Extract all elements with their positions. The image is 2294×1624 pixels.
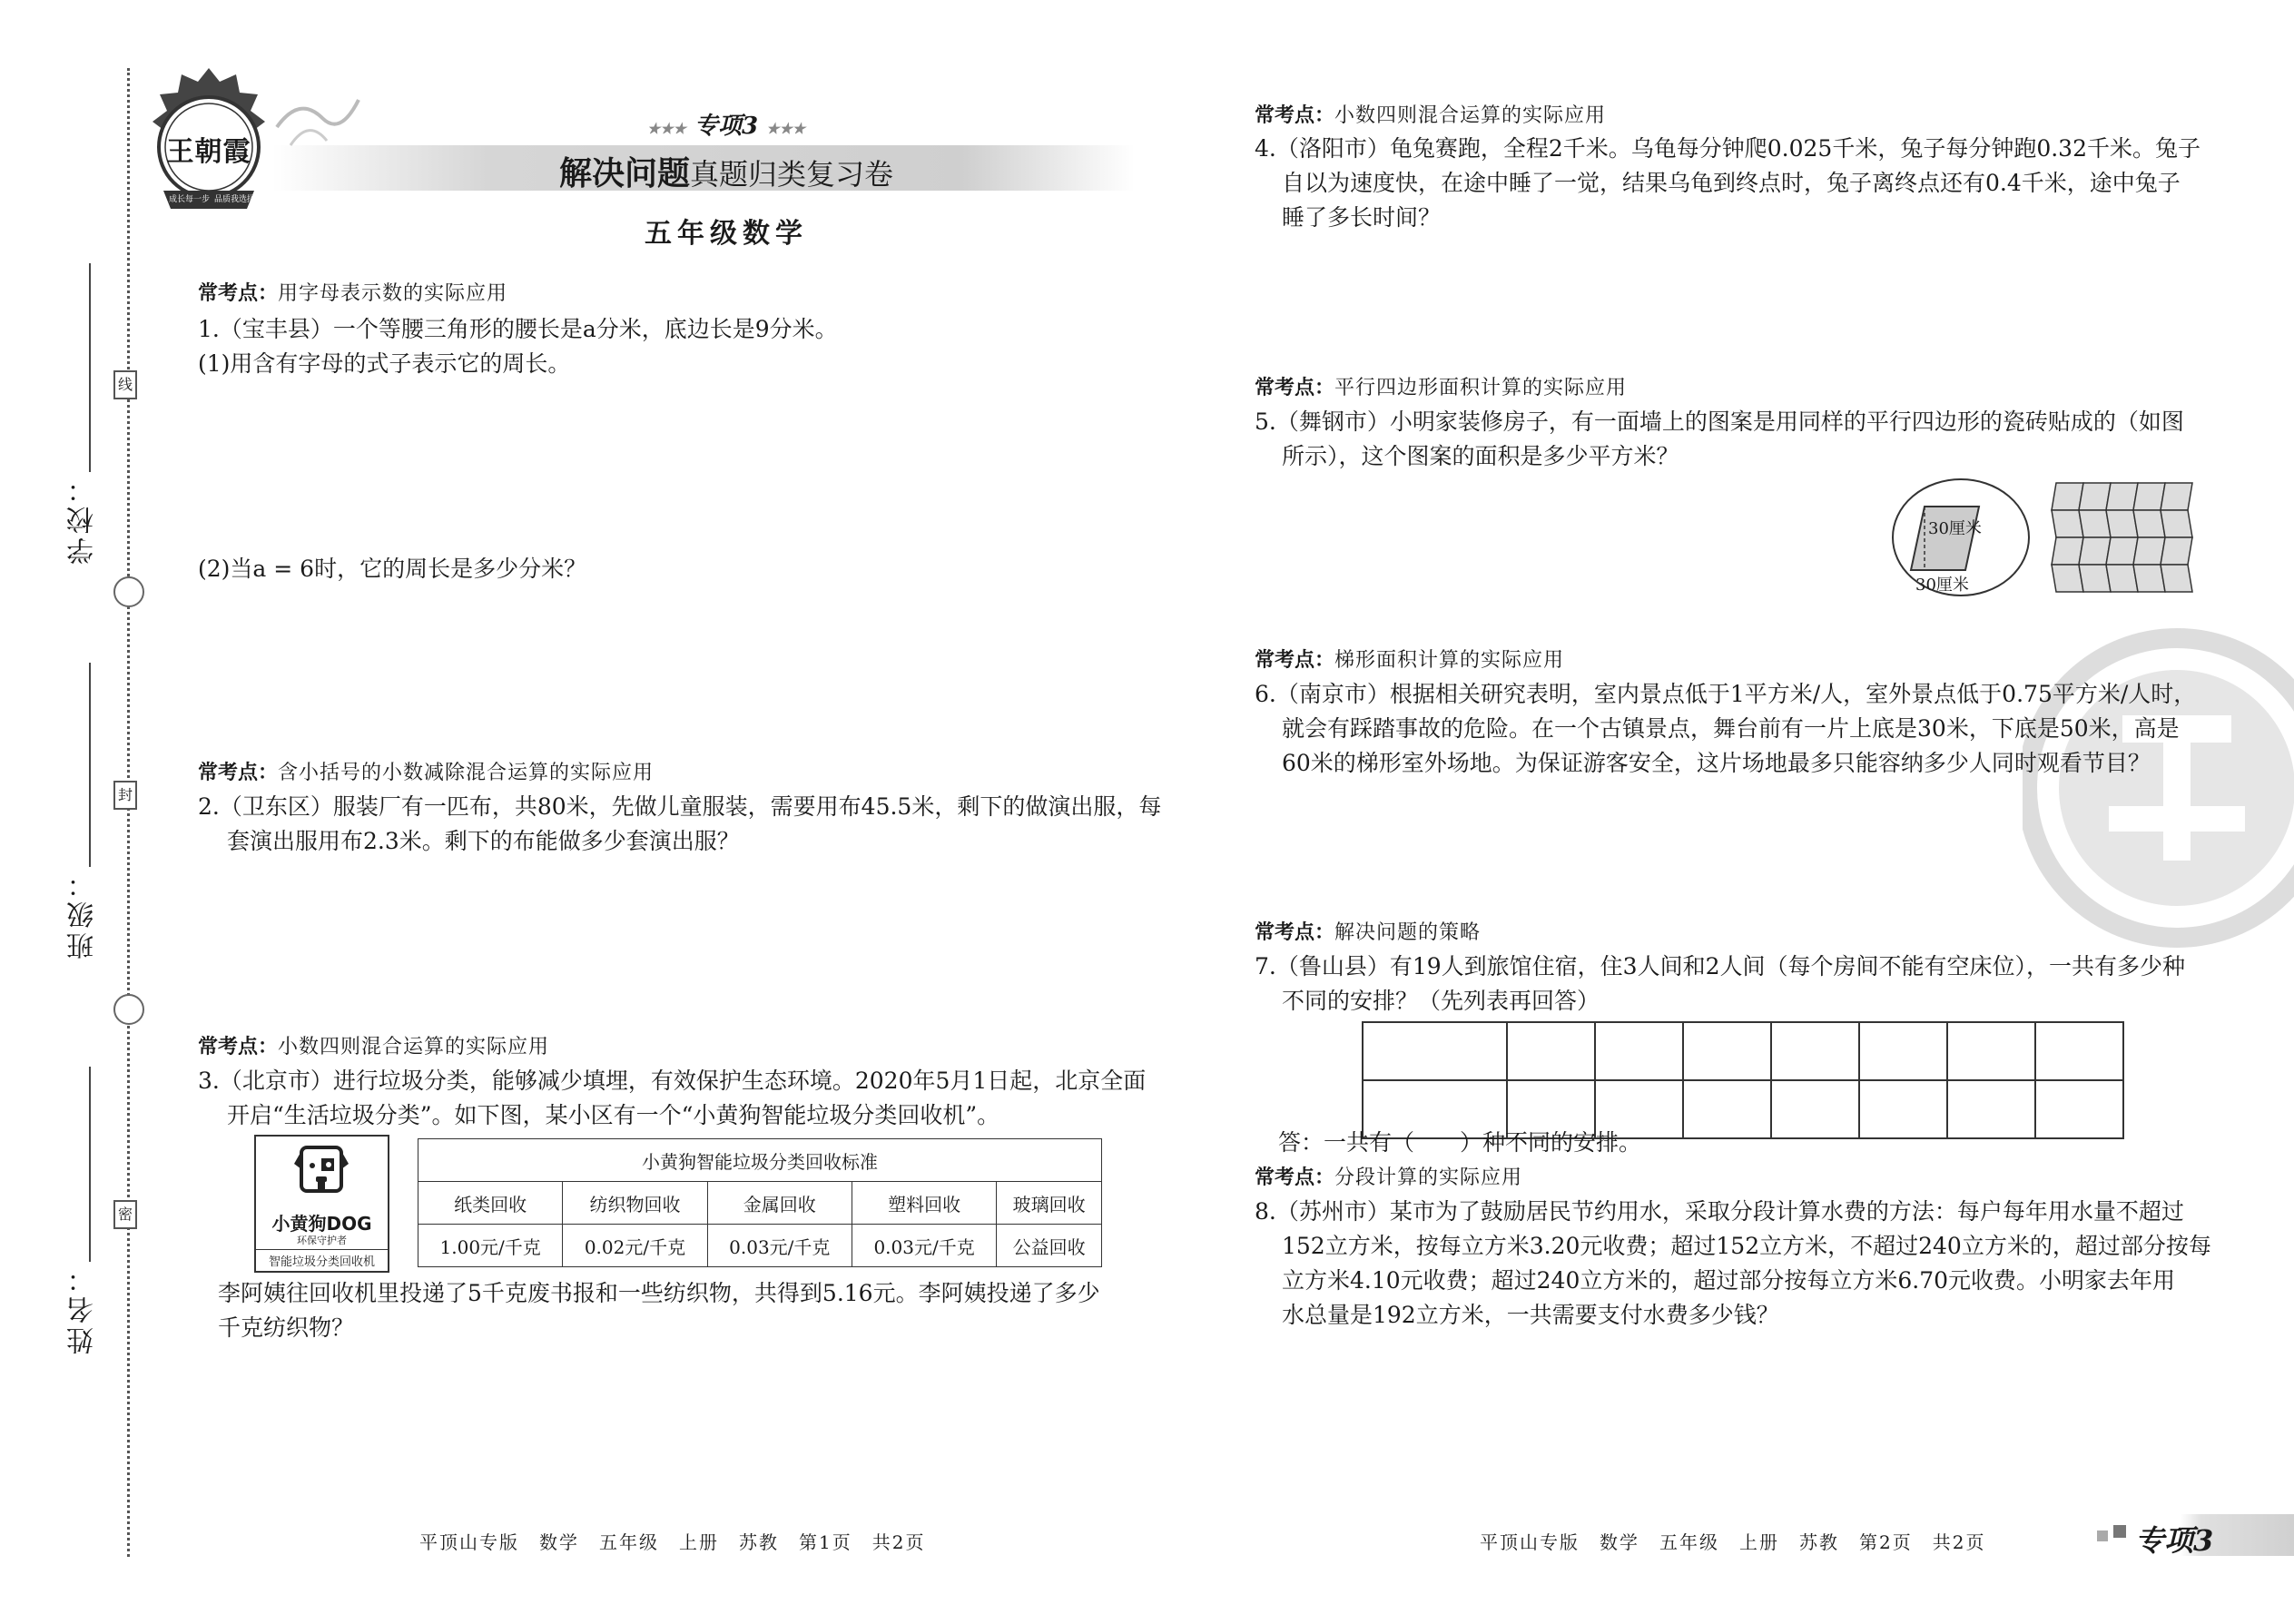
ornament-icon bbox=[113, 576, 144, 607]
table-title: 小黄狗智能垃圾分类回收标准 bbox=[418, 1139, 1102, 1182]
table-header-cell: 玻璃回收 bbox=[997, 1182, 1102, 1225]
secret-watermark-icon bbox=[2023, 625, 2294, 951]
corner-squares-icon bbox=[2113, 1525, 2126, 1538]
table-row bbox=[418, 1182, 1102, 1225]
table-header-cell: 纸类回收 bbox=[418, 1182, 563, 1225]
kp-label: 常考点：解决问题的策略 bbox=[1255, 920, 1482, 944]
kp-text: 平行四边形面积计算的实际应用 bbox=[1334, 377, 1628, 399]
recycler-logo-caption: 智能垃圾分类回收机 bbox=[256, 1249, 388, 1269]
brand-text: 王朝霞 bbox=[166, 136, 251, 168]
blank-cell[interactable] bbox=[2035, 1080, 2123, 1138]
series-text: 专项3 bbox=[694, 113, 759, 140]
header-ribbon-icon bbox=[272, 91, 363, 158]
blank-cell[interactable] bbox=[1595, 1022, 1683, 1080]
question-5-line-1: 5.（舞钢市）小明家装修房子，有一面墙上的图案是用同样的平行四边形的瓷砖贴成的（如图 bbox=[1255, 408, 2184, 435]
question-7-line-1: 7.（鲁山县）有19人到旅馆住宿，住3人间和2人间（每个房间不能有空床位），一共有多少种 bbox=[1255, 953, 2185, 979]
question-1-stem: 1.（宝丰县）一个等腰三角形的腰长是a分米，底边长是9分米。 bbox=[198, 316, 838, 342]
corner-tag-text: 专项3 bbox=[2135, 1523, 2214, 1558]
corner-tag bbox=[2088, 1514, 2294, 1556]
star-icon: ★★★ bbox=[766, 120, 806, 137]
series-label bbox=[599, 107, 853, 141]
question-4-line-2: 自以为速度快，在途中睡了一觉，结果乌龟到终点时，兔子离终点还有0.4千米，途中兔子 bbox=[1282, 170, 2181, 196]
question-5-line-2: 所示），这个图案的面积是多少平方米？ bbox=[1282, 443, 1679, 469]
school-label: 学校： bbox=[67, 472, 99, 565]
table-cell: 0.03元/千克 bbox=[852, 1225, 996, 1267]
blank-cell[interactable] bbox=[1947, 1080, 2035, 1138]
recycler-logo bbox=[254, 1135, 389, 1273]
question-6-line-1: 6.（南京市）根据相关研究表明，室内景点低于1平方米/人，室外景点低于0.75平方米/人时， bbox=[1255, 681, 2197, 707]
title-rest: 真题归类复习卷 bbox=[690, 157, 894, 192]
tile-pattern-figure bbox=[1888, 472, 2197, 599]
page-title bbox=[508, 148, 944, 194]
brand-slogan-right: 品质我选择 bbox=[214, 195, 256, 204]
binding-dotted-line bbox=[127, 68, 130, 1557]
blank-cell[interactable] bbox=[2035, 1022, 2123, 1080]
question-4-line-1: 4.（洛阳市）龟兔赛跑，全程2千米。乌龟每分钟爬0.025千米，兔子每分钟跑0.32千米。兔子 bbox=[1255, 135, 2200, 162]
brand-logo bbox=[145, 64, 272, 222]
blank-cell[interactable] bbox=[1947, 1022, 2035, 1080]
blank-cell[interactable] bbox=[1683, 1080, 1771, 1138]
kp-text: 解决问题的策略 bbox=[1334, 921, 1482, 944]
class-field-line bbox=[89, 663, 91, 867]
title-bold: 解决问题 bbox=[558, 155, 690, 192]
kp-label: 常考点：梯形面积计算的实际应用 bbox=[1255, 648, 1565, 672]
kp-text: 梯形面积计算的实际应用 bbox=[1334, 649, 1565, 672]
recycler-logo-sub: 环保守护者 bbox=[297, 1235, 347, 1246]
kp-text: 小数四则混合运算的实际应用 bbox=[278, 1036, 550, 1058]
blank-cell[interactable] bbox=[1363, 1022, 1507, 1080]
kp-label: 常考点：小数四则混合运算的实际应用 bbox=[198, 1035, 550, 1058]
table-header-cell: 金属回收 bbox=[707, 1182, 852, 1225]
table-header-cell: 塑料回收 bbox=[852, 1182, 996, 1225]
question-2-line-1: 2.（卫东区）服装厂有一匹布，共80米，先做儿童服装，需要用布45.5米，剩下的做演出服，每 bbox=[198, 793, 1162, 820]
question-8-line-2: 152立方米，按每立方米3.20元收费；超过152立方米，不超过240立方米的，超过部分按每 bbox=[1282, 1233, 2211, 1259]
question-3-line-2: 开启“生活垃圾分类”。如下图，某小区有一个“小黄狗智能垃圾分类回收机”。 bbox=[227, 1102, 1000, 1128]
page-subtitle: 五年级数学 bbox=[645, 218, 808, 250]
table-cell: 1.00元/千克 bbox=[418, 1225, 563, 1267]
question-6-line-2: 就会有踩踏事故的危险。在一个古镇景点，舞台前有一片上底是30米，下底是50米，高是 bbox=[1282, 715, 2180, 742]
kp-label: 常考点：分段计算的实际应用 bbox=[1255, 1166, 1523, 1189]
name-label: 姓名： bbox=[67, 1262, 99, 1354]
question-2-line-2: 套演出服用布2.3米。剩下的布能做多少套演出服？ bbox=[227, 828, 740, 854]
blank-cell[interactable] bbox=[1859, 1080, 1947, 1138]
footer-right: 平顶山专版 数学 五年级 上册 苏教 第2页 共2页 bbox=[1480, 1531, 1986, 1553]
recycling-standard-table bbox=[418, 1138, 1102, 1267]
seal-mark-secret: 密 bbox=[113, 1200, 137, 1229]
table-cell: 公益回收 bbox=[997, 1225, 1102, 1267]
figure-label-base: 30厘米 bbox=[1915, 576, 1969, 595]
question-8-line-4: 水总量是192立方米，一共需要支付水费多少钱？ bbox=[1282, 1302, 1779, 1328]
blank-cell[interactable] bbox=[1771, 1022, 1859, 1080]
table-cell: 0.03元/千克 bbox=[707, 1225, 852, 1267]
table-cell: 0.02元/千克 bbox=[563, 1225, 707, 1267]
figure-label-height: 30厘米 bbox=[1928, 519, 1982, 538]
question-3-after-1: 李阿姨往回收机里投递了5千克废书报和一些纺织物，共得到5.16元。李阿姨投递了多少 bbox=[218, 1280, 1100, 1306]
table-row bbox=[1363, 1022, 2123, 1080]
kp-text: 用字母表示数的实际应用 bbox=[278, 282, 508, 305]
kp-label: 常考点：小数四则混合运算的实际应用 bbox=[1255, 103, 1607, 127]
table-row bbox=[418, 1225, 1102, 1267]
question-7-answer: 答：一共有（ ）种不同的安排。 bbox=[1278, 1129, 1642, 1156]
question-7-line-2: 不同的安排？（先列表再回答） bbox=[1282, 988, 1600, 1014]
blank-cell[interactable] bbox=[1771, 1080, 1859, 1138]
brand-slogan-left: 成长每一步 bbox=[169, 195, 211, 204]
question-1-part-1: (1)用含有字母的式子表示它的周长。 bbox=[198, 350, 571, 377]
footer-left: 平顶山专版 数学 五年级 上册 苏教 第1页 共2页 bbox=[419, 1531, 926, 1553]
blank-cell[interactable] bbox=[1859, 1022, 1947, 1080]
school-field-line bbox=[89, 263, 91, 472]
ornament-icon bbox=[113, 994, 144, 1025]
kp-label: 常考点：用字母表示数的实际应用 bbox=[198, 281, 508, 305]
recycler-logo-name: 小黄狗DOG bbox=[271, 1213, 372, 1235]
corner-squares-icon bbox=[2097, 1530, 2108, 1541]
kp-label: 常考点：含小括号的小数减除混合运算的实际应用 bbox=[198, 761, 655, 784]
question-6-line-3: 60米的梯形室外场地。为保证游客安全，这片场地最多只能容纳多少人同时观看节目？ bbox=[1282, 750, 2151, 776]
question-3-after-2: 千克纺织物？ bbox=[218, 1314, 355, 1341]
class-label: 班级： bbox=[67, 867, 99, 960]
question-4-line-3: 睡了多长时间？ bbox=[1282, 204, 1442, 231]
kp-text: 含小括号的小数减除混合运算的实际应用 bbox=[278, 762, 655, 784]
seal-mark-seal: 封 bbox=[113, 781, 137, 810]
kp-text: 小数四则混合运算的实际应用 bbox=[1334, 104, 1607, 127]
question-1-part-2: (2)当a = 6时，它的周长是多少分米？ bbox=[198, 556, 587, 582]
blank-cell[interactable] bbox=[1683, 1022, 1771, 1080]
kp-text: 分段计算的实际应用 bbox=[1334, 1166, 1523, 1189]
question-8-line-1: 8.（苏州市）某市为了鼓励居民节约用水，采取分段计算水费的方法：每户每年用水量不超过 bbox=[1255, 1198, 2184, 1225]
arrangement-blank-table bbox=[1362, 1021, 2124, 1139]
star-icon: ★★★ bbox=[646, 120, 686, 137]
question-8-line-3: 立方米4.10元收费；超过240立方米的，超过部分按每立方米6.70元收费。小明家去年用 bbox=[1282, 1267, 2176, 1294]
question-3-line-1: 3.（北京市）进行垃圾分类，能够减少填埋，有效保护生态环境。2020年5月1日起，北京全面 bbox=[198, 1068, 1147, 1094]
seal-mark-line: 线 bbox=[113, 370, 137, 399]
name-field-line bbox=[89, 1067, 91, 1262]
dog-icon bbox=[292, 1142, 350, 1202]
table-header-cell: 纺织物回收 bbox=[563, 1182, 707, 1225]
blank-cell[interactable] bbox=[1507, 1022, 1595, 1080]
kp-label: 常考点：平行四边形面积计算的实际应用 bbox=[1255, 376, 1628, 399]
